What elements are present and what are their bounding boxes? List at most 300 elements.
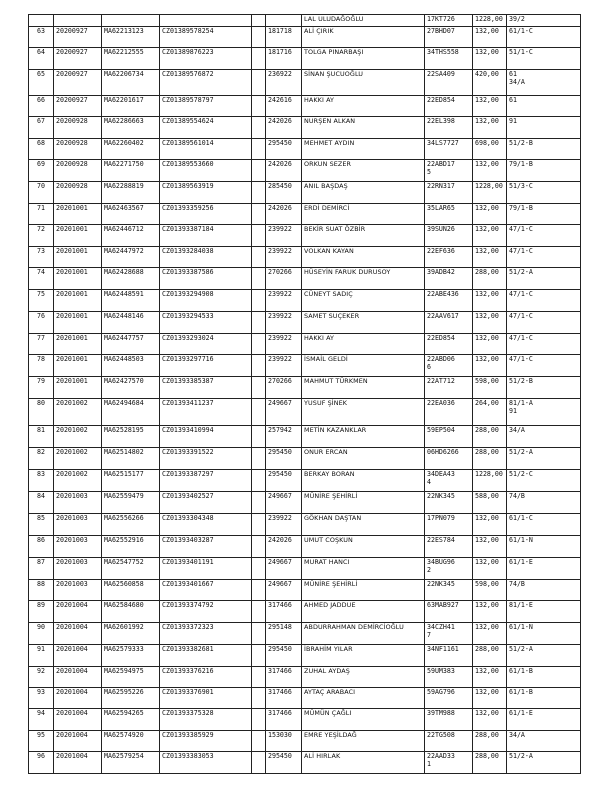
- cell-name: MURAT HANCI: [302, 558, 425, 580]
- cell-document-number: CZ01393382681: [160, 645, 252, 667]
- cell-article: 51/1-C: [507, 48, 581, 70]
- cell-amount: 132,00: [473, 667, 507, 688]
- cell-code: 295450: [266, 752, 302, 774]
- cell-code: 270266: [266, 377, 302, 399]
- cell-record-number: MA62574920: [102, 731, 160, 752]
- cell-blank: [252, 623, 266, 645]
- cell-name: EMRE YEŞİLDAĞ: [302, 731, 425, 752]
- cell-row-number: 93: [29, 688, 54, 709]
- cell-plate: 59AG796: [425, 688, 473, 709]
- cell-date: 20201004: [54, 731, 102, 752]
- cell-date: 20201003: [54, 580, 102, 601]
- cell-row-number: 75: [29, 290, 54, 312]
- cell-name: HÜSEYİN FARUK DURUSOY: [302, 268, 425, 290]
- cell-blank: [252, 290, 266, 312]
- cell-name: TOLGA PINARBAŞI: [302, 48, 425, 70]
- table-row: [29, 15, 581, 27]
- cell-document-number: CZ01393372323: [160, 623, 252, 645]
- cell-record-number: MA62271750: [102, 160, 160, 182]
- cell-amount: 288,00: [473, 645, 507, 667]
- cell-date: 20201002: [54, 399, 102, 426]
- cell-date: [54, 15, 102, 27]
- cell-document-number: CZ01393383053: [160, 752, 252, 774]
- cell-amount: 132,00: [473, 355, 507, 377]
- cell-row-number: 91: [29, 645, 54, 667]
- cell-document-number: CZ01389554624: [160, 117, 252, 139]
- cell-plate: 22ABE436: [425, 290, 473, 312]
- cell-article: 61/1-E: [507, 709, 581, 731]
- cell-row-number: 85: [29, 514, 54, 536]
- cell-name: ANIL BAŞDAŞ: [302, 182, 425, 204]
- cell-document-number: CZ01389553660: [160, 160, 252, 182]
- cell-amount: 132,00: [473, 709, 507, 731]
- cell-row-number: 84: [29, 492, 54, 514]
- cell-blank: [252, 377, 266, 399]
- cell-name: İSMAİL GELDİ: [302, 355, 425, 377]
- cell-record-number: MA62515177: [102, 470, 160, 492]
- cell-row-number: 69: [29, 160, 54, 182]
- cell-amount: 132,00: [473, 514, 507, 536]
- cell-blank: [252, 312, 266, 334]
- cell-date: 20200927: [54, 48, 102, 70]
- cell-amount: 132,00: [473, 312, 507, 334]
- table-row: [29, 48, 581, 70]
- cell-name: LAL ULUDAĞOĞLU: [302, 15, 425, 27]
- cell-date: 20201001: [54, 268, 102, 290]
- cell-blank: [252, 752, 266, 774]
- cell-name: BEKİR SUAT ÖZBİR: [302, 225, 425, 247]
- table-row: [29, 182, 581, 204]
- cell-document-number: CZ01393387184: [160, 225, 252, 247]
- cell-article: 51/2-A: [507, 752, 581, 774]
- document-sheet: [28, 14, 580, 774]
- cell-amount: 132,00: [473, 334, 507, 355]
- cell-code: 181716: [266, 48, 302, 70]
- cell-date: 20201003: [54, 492, 102, 514]
- cell-date: 20201001: [54, 312, 102, 334]
- cell-blank: [252, 580, 266, 601]
- cell-plate: 22ES784: [425, 536, 473, 558]
- cell-amount: 132,00: [473, 558, 507, 580]
- table-row: [29, 377, 581, 399]
- cell-article: 47/1-C: [507, 312, 581, 334]
- cell-code: 295450: [266, 645, 302, 667]
- cell-blank: [252, 247, 266, 268]
- cell-record-number: MA62547752: [102, 558, 160, 580]
- table-row: [29, 139, 581, 160]
- table-row: [29, 96, 581, 117]
- cell-date: 20201001: [54, 377, 102, 399]
- cell-document-number: CZ01393293024: [160, 334, 252, 355]
- cell-record-number: MA62560858: [102, 580, 160, 601]
- cell-blank: [252, 139, 266, 160]
- cell-row-number: 83: [29, 470, 54, 492]
- cell-record-number: MA62448146: [102, 312, 160, 334]
- cell-row-number: 88: [29, 580, 54, 601]
- cell-blank: [252, 268, 266, 290]
- cell-amount: 132,00: [473, 623, 507, 645]
- cell-document-number: CZ01389563919: [160, 182, 252, 204]
- cell-record-number: MA62212555: [102, 48, 160, 70]
- table-row: [29, 709, 581, 731]
- cell-row-number: 63: [29, 27, 54, 48]
- cell-name: MÜMÜN ÇAĞLI: [302, 709, 425, 731]
- cell-date: 20201004: [54, 645, 102, 667]
- cell-date: 20200927: [54, 27, 102, 48]
- cell-document-number: CZ01389876223: [160, 48, 252, 70]
- cell-amount: 1228,00: [473, 15, 507, 27]
- cell-blank: [252, 399, 266, 426]
- table-row: [29, 225, 581, 247]
- cell-blank: [252, 536, 266, 558]
- cell-amount: 288,00: [473, 448, 507, 470]
- cell-plate: 34CZH41 7: [425, 623, 473, 645]
- cell-blank: [252, 426, 266, 448]
- cell-article: 61/1-N: [507, 623, 581, 645]
- cell-blank: [252, 27, 266, 48]
- cell-plate: 22ED854: [425, 334, 473, 355]
- cell-plate: 34LS7727: [425, 139, 473, 160]
- cell-row-number: 82: [29, 448, 54, 470]
- cell-document-number: CZ01393297716: [160, 355, 252, 377]
- cell-row-number: 70: [29, 182, 54, 204]
- cell-date: 20201003: [54, 536, 102, 558]
- cell-plate: 22AT712: [425, 377, 473, 399]
- cell-document-number: CZ01393376901: [160, 688, 252, 709]
- cell-blank: [252, 204, 266, 225]
- cell-plate: 34NF1161: [425, 645, 473, 667]
- cell-amount: 598,00: [473, 377, 507, 399]
- cell-record-number: [102, 15, 160, 27]
- cell-date: 20201001: [54, 204, 102, 225]
- cell-amount: 132,00: [473, 204, 507, 225]
- cell-row-number: 94: [29, 709, 54, 731]
- cell-article: 61/1-C: [507, 27, 581, 48]
- cell-code: 242026: [266, 536, 302, 558]
- table-row: [29, 514, 581, 536]
- cell-code: 295450: [266, 139, 302, 160]
- cell-blank: [252, 558, 266, 580]
- cell-article: 47/1-C: [507, 334, 581, 355]
- cell-date: 20201003: [54, 514, 102, 536]
- cell-record-number: MA62528195: [102, 426, 160, 448]
- cell-name: SAMET SUÇEKER: [302, 312, 425, 334]
- cell-blank: [252, 601, 266, 623]
- cell-amount: 288,00: [473, 268, 507, 290]
- cell-article: 51/3-C: [507, 182, 581, 204]
- cell-article: 51/2-A: [507, 268, 581, 290]
- cell-article: 61: [507, 96, 581, 117]
- cell-date: 20201001: [54, 290, 102, 312]
- cell-name: METİN KAZANKLAR: [302, 426, 425, 448]
- table-row: [29, 558, 581, 580]
- cell-document-number: CZ01393284038: [160, 247, 252, 268]
- cell-plate: 17KT726: [425, 15, 473, 27]
- cell-code: 295148: [266, 623, 302, 645]
- cell-code: 295450: [266, 470, 302, 492]
- cell-record-number: MA62260402: [102, 139, 160, 160]
- table-row: [29, 623, 581, 645]
- cell-name: CÜNEYT SADIÇ: [302, 290, 425, 312]
- cell-row-number: 81: [29, 426, 54, 448]
- cell-article: 79/1-B: [507, 204, 581, 225]
- cell-amount: 132,00: [473, 96, 507, 117]
- cell-name: HAKKI AY: [302, 334, 425, 355]
- cell-plate: 35LAR65: [425, 204, 473, 225]
- cell-code: 295450: [266, 448, 302, 470]
- cell-date: 20201001: [54, 225, 102, 247]
- cell-amount: 420,00: [473, 70, 507, 96]
- cell-amount: 132,00: [473, 601, 507, 623]
- table-row: [29, 601, 581, 623]
- cell-amount: 132,00: [473, 27, 507, 48]
- cell-record-number: MA62428688: [102, 268, 160, 290]
- cell-name: MAHMUT TÜRKMEN: [302, 377, 425, 399]
- cell-plate: 22RN317: [425, 182, 473, 204]
- cell-plate: 22EA036: [425, 399, 473, 426]
- cell-article: 61/1-B: [507, 688, 581, 709]
- cell-amount: 132,00: [473, 225, 507, 247]
- cell-name: ABDURRAHMAN DEMİRCİOĞLU: [302, 623, 425, 645]
- cell-record-number: MA62448503: [102, 355, 160, 377]
- cell-article: 47/1-C: [507, 290, 581, 312]
- cell-plate: 34THS558: [425, 48, 473, 70]
- cell-article: 61/1-C: [507, 514, 581, 536]
- cell-document-number: CZ01393403287: [160, 536, 252, 558]
- cell-record-number: MA62447972: [102, 247, 160, 268]
- cell-document-number: CZ01393376216: [160, 667, 252, 688]
- table-row: [29, 312, 581, 334]
- cell-name: NURŞEN ALKAN: [302, 117, 425, 139]
- cell-name: AHMED JADDUE: [302, 601, 425, 623]
- cell-article: 74/B: [507, 580, 581, 601]
- cell-document-number: CZ01393401191: [160, 558, 252, 580]
- cell-plate: 22ABD17 5: [425, 160, 473, 182]
- cell-name: YUSUF ŞİNEK: [302, 399, 425, 426]
- cell-row-number: 65: [29, 70, 54, 96]
- cell-code: 153030: [266, 731, 302, 752]
- table-row: [29, 492, 581, 514]
- cell-date: 20201001: [54, 355, 102, 377]
- cell-document-number: CZ01393401667: [160, 580, 252, 601]
- cell-row-number: 87: [29, 558, 54, 580]
- cell-date: 20201001: [54, 334, 102, 355]
- table-row: [29, 204, 581, 225]
- cell-plate: 22AAV617: [425, 312, 473, 334]
- cell-plate: 34BUG96 2: [425, 558, 473, 580]
- cell-code: 249667: [266, 558, 302, 580]
- cell-row-number: 90: [29, 623, 54, 645]
- cell-amount: 1228,00: [473, 470, 507, 492]
- cell-article: 47/1-C: [507, 225, 581, 247]
- cell-record-number: MA62579254: [102, 752, 160, 774]
- cell-name: HAKKI AY: [302, 96, 425, 117]
- cell-plate: 34DEA43 4: [425, 470, 473, 492]
- cell-document-number: CZ01393387297: [160, 470, 252, 492]
- cell-blank: [252, 48, 266, 70]
- cell-amount: 264,00: [473, 399, 507, 426]
- cell-amount: 132,00: [473, 247, 507, 268]
- cell-document-number: CZ01393294533: [160, 312, 252, 334]
- cell-code: 236922: [266, 70, 302, 96]
- cell-blank: [252, 182, 266, 204]
- cell-plate: 22SA409: [425, 70, 473, 96]
- cell-row-number: 68: [29, 139, 54, 160]
- cell-date: 20201004: [54, 667, 102, 688]
- cell-plate: 17PN079: [425, 514, 473, 536]
- table-row: [29, 27, 581, 48]
- cell-blank: [252, 160, 266, 182]
- cell-document-number: CZ01393304348: [160, 514, 252, 536]
- cell-date: 20201004: [54, 752, 102, 774]
- cell-article: 61 34/A: [507, 70, 581, 96]
- cell-code: [266, 15, 302, 27]
- cell-row-number: 78: [29, 355, 54, 377]
- cell-code: 257942: [266, 426, 302, 448]
- table-row: [29, 688, 581, 709]
- cell-article: 61/1-E: [507, 558, 581, 580]
- cell-code: 242026: [266, 160, 302, 182]
- cell-name: ZUHAL AYDAŞ: [302, 667, 425, 688]
- cell-row-number: 77: [29, 334, 54, 355]
- cell-name: ALİ ÇIRIK: [302, 27, 425, 48]
- cell-document-number: CZ01389561014: [160, 139, 252, 160]
- table-row: [29, 645, 581, 667]
- cell-record-number: MA62595226: [102, 688, 160, 709]
- cell-row-number: 67: [29, 117, 54, 139]
- cell-date: 20200927: [54, 70, 102, 96]
- cell-name: MÜNİRE ŞEHİRLİ: [302, 580, 425, 601]
- cell-record-number: MA62601992: [102, 623, 160, 645]
- cell-code: 239922: [266, 355, 302, 377]
- cell-article: 51/2-A: [507, 645, 581, 667]
- cell-code: 317466: [266, 688, 302, 709]
- table-row: [29, 752, 581, 774]
- cell-name: UMUT COŞKUN: [302, 536, 425, 558]
- table-row: [29, 117, 581, 139]
- cell-plate: 22ED854: [425, 96, 473, 117]
- cell-code: 239922: [266, 312, 302, 334]
- cell-record-number: MA62463567: [102, 204, 160, 225]
- cell-record-number: MA62446712: [102, 225, 160, 247]
- cell-row-number: 71: [29, 204, 54, 225]
- cell-blank: [252, 70, 266, 96]
- cell-row-number: 79: [29, 377, 54, 399]
- cell-amount: 132,00: [473, 536, 507, 558]
- cell-row-number: [29, 15, 54, 27]
- cell-date: 20200928: [54, 139, 102, 160]
- cell-blank: [252, 15, 266, 27]
- cell-article: 47/1-C: [507, 355, 581, 377]
- cell-amount: 1228,00: [473, 182, 507, 204]
- table-row: [29, 290, 581, 312]
- cell-plate: 22EL398: [425, 117, 473, 139]
- cell-amount: 698,00: [473, 139, 507, 160]
- cell-name: AYTAÇ ARABACI: [302, 688, 425, 709]
- cell-code: 239922: [266, 290, 302, 312]
- table-row: [29, 731, 581, 752]
- cell-row-number: 92: [29, 667, 54, 688]
- cell-record-number: MA62514802: [102, 448, 160, 470]
- cell-row-number: 73: [29, 247, 54, 268]
- cell-code: 181718: [266, 27, 302, 48]
- table-body: [29, 15, 581, 774]
- table-row: [29, 426, 581, 448]
- cell-record-number: MA62552916: [102, 536, 160, 558]
- cell-blank: [252, 514, 266, 536]
- cell-amount: 132,00: [473, 48, 507, 70]
- cell-code: 239922: [266, 334, 302, 355]
- cell-row-number: 80: [29, 399, 54, 426]
- cell-code: 239922: [266, 225, 302, 247]
- cell-article: 51/2-B: [507, 139, 581, 160]
- cell-code: 239922: [266, 247, 302, 268]
- cell-date: 20201001: [54, 247, 102, 268]
- cell-code: 270266: [266, 268, 302, 290]
- cell-name: ALİ HIRLAK: [302, 752, 425, 774]
- cell-name: MEHMET AYDIN: [302, 139, 425, 160]
- cell-amount: 132,00: [473, 688, 507, 709]
- cell-article: 51/2-A: [507, 448, 581, 470]
- cell-code: 317466: [266, 601, 302, 623]
- cell-code: 317466: [266, 667, 302, 688]
- cell-name: ERDİ DEMİRCİ: [302, 204, 425, 225]
- cell-plate: 22TG508: [425, 731, 473, 752]
- cell-code: 239922: [266, 514, 302, 536]
- cell-record-number: MA62286663: [102, 117, 160, 139]
- cell-name: ORKUN SEZER: [302, 160, 425, 182]
- cell-record-number: MA62594265: [102, 709, 160, 731]
- cell-record-number: MA62579333: [102, 645, 160, 667]
- cell-record-number: MA62288819: [102, 182, 160, 204]
- cell-article: 79/1-B: [507, 160, 581, 182]
- cell-code: 242616: [266, 96, 302, 117]
- cell-document-number: CZ01393359256: [160, 204, 252, 225]
- cell-plate: 22EF636: [425, 247, 473, 268]
- cell-article: 39/2: [507, 15, 581, 27]
- cell-article: 34/A: [507, 731, 581, 752]
- cell-date: 20200928: [54, 182, 102, 204]
- cell-plate: 22AAD33 1: [425, 752, 473, 774]
- cell-row-number: 64: [29, 48, 54, 70]
- cell-row-number: 95: [29, 731, 54, 752]
- cell-date: 20201004: [54, 623, 102, 645]
- cell-code: 317466: [266, 709, 302, 731]
- cell-document-number: CZ01393374792: [160, 601, 252, 623]
- cell-amount: 288,00: [473, 752, 507, 774]
- cell-row-number: 76: [29, 312, 54, 334]
- cell-name: GÖKHAN DAŞTAN: [302, 514, 425, 536]
- cell-code: 249667: [266, 492, 302, 514]
- cell-plate: 22ABD06 6: [425, 355, 473, 377]
- cell-name: BERKAY BORAN: [302, 470, 425, 492]
- cell-amount: 588,00: [473, 492, 507, 514]
- cell-plate: 27BHD07: [425, 27, 473, 48]
- cell-record-number: MA62584680: [102, 601, 160, 623]
- cell-row-number: 96: [29, 752, 54, 774]
- cell-article: 51/2-C: [507, 470, 581, 492]
- cell-blank: [252, 334, 266, 355]
- cell-row-number: 86: [29, 536, 54, 558]
- cell-date: 20201002: [54, 448, 102, 470]
- cell-plate: 63MAB927: [425, 601, 473, 623]
- cell-plate: 59EP504: [425, 426, 473, 448]
- table-row: [29, 470, 581, 492]
- table-row: [29, 399, 581, 426]
- cell-record-number: MA62448591: [102, 290, 160, 312]
- cell-document-number: CZ01393385387: [160, 377, 252, 399]
- cell-document-number: CZ01393410994: [160, 426, 252, 448]
